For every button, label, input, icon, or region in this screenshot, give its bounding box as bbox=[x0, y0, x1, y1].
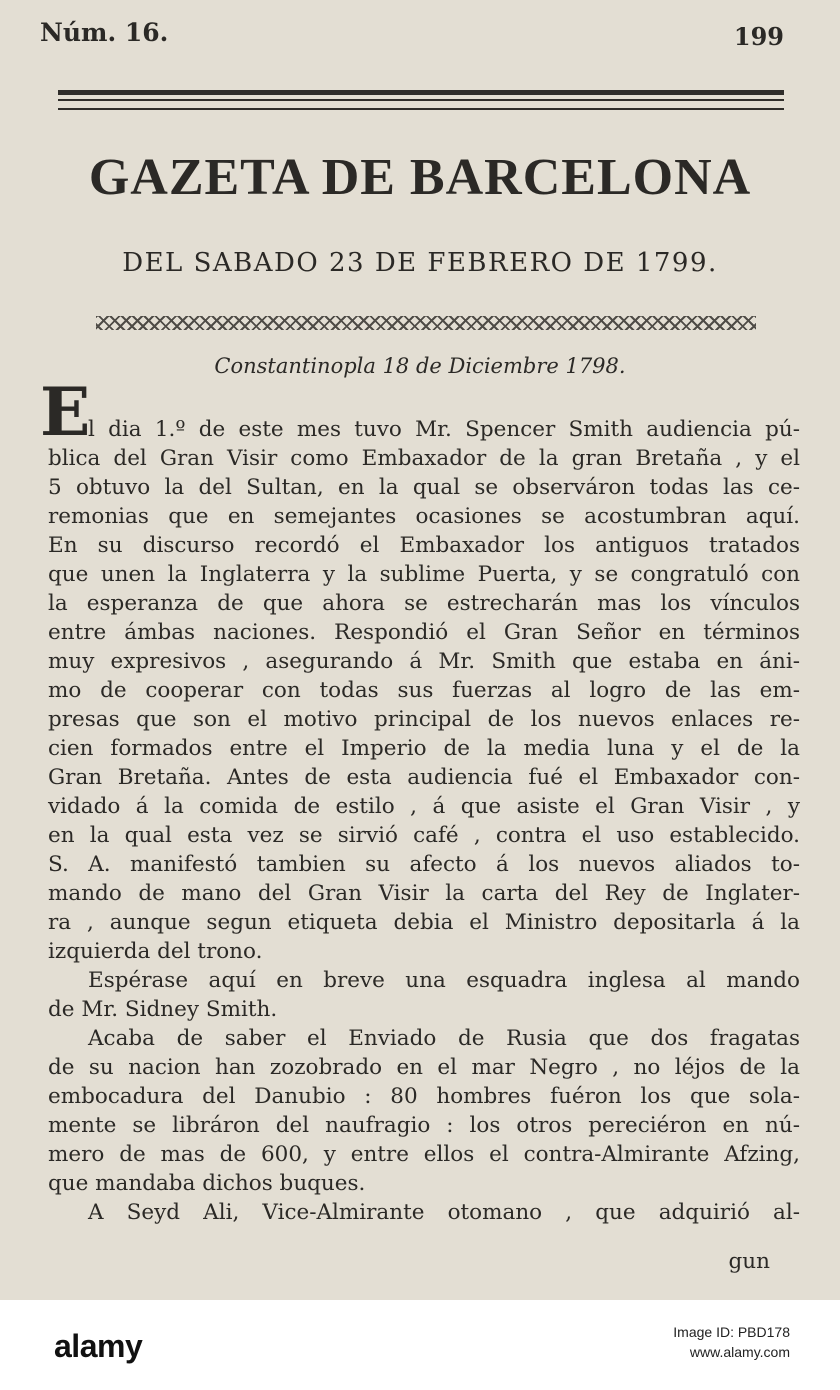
article-body bbox=[48, 415, 800, 1227]
article-line: Gran Bretaña. Antes de esta audiencia fué el Embaxador con- bbox=[48, 765, 800, 790]
issue-date: DEL SABADO 23 DE FEBRERO DE 1799. bbox=[122, 248, 718, 278]
article-line: de su nacion han zozobrado en el mar Negro , no léjos de la bbox=[48, 1055, 800, 1080]
article-line: remonias que en semejantes ocasiones se acostumbran aquí. bbox=[48, 504, 800, 529]
article-line: presas que son el motivo principal de los nuevos enlaces re- bbox=[48, 707, 800, 732]
article-line: blica del Gran Visir como Embaxador de la gran Bretaña , y el bbox=[48, 446, 800, 471]
article-line: S. A. manifestó tambien su afecto á los nuevos aliados to- bbox=[48, 852, 800, 877]
article-line: mente se libráron del naufragio : los otros pereciéron en nú- bbox=[48, 1113, 800, 1138]
header-rule-thin bbox=[58, 99, 784, 101]
article-line: la esperanza de que ahora se estrecharán mas los vínculos bbox=[48, 591, 800, 616]
header-rule-thin-lower bbox=[58, 108, 784, 110]
article-line: que unen la Inglaterra y la sublime Puerta, y se congratuló con bbox=[48, 562, 800, 587]
article-line: vidado á la comida de estilo , á que asiste el Gran Visir , y bbox=[48, 794, 800, 819]
article-dateline: Constantinopla 18 de Diciembre 1798. bbox=[214, 354, 626, 378]
article-line: 5 obtuvo la del Sultan, en la qual se observáron todas las ce- bbox=[48, 475, 800, 500]
article-line: de Mr. Sidney Smith. bbox=[48, 997, 278, 1022]
ornamental-divider bbox=[96, 316, 756, 330]
article-line: l dia 1.º de este mes tuvo Mr. Spencer Smith audiencia pú- bbox=[88, 417, 800, 442]
article-line: cien formados entre el Imperio de la media luna y el de la bbox=[48, 736, 800, 761]
watermark-url: www.alamy.com bbox=[689, 1344, 790, 1360]
article-line: mero de mas de 600, y entre ellos el contra-Almirante Afzing, bbox=[48, 1142, 800, 1167]
article-line: mo de cooperar con todas sus fuerzas al logro de las em- bbox=[48, 678, 800, 703]
article-line: en la qual esta vez se sirvió café , contra el uso establecido. bbox=[48, 823, 800, 848]
catchword: gun bbox=[728, 1249, 770, 1274]
article-line: Espérase aquí en breve una esquadra inglesa al mando bbox=[88, 968, 800, 993]
article-line: En su discurso recordó el Embaxador los antiguos tratados bbox=[48, 533, 800, 558]
alamy-logo: alamy bbox=[54, 1328, 143, 1364]
article-line: A Seyd Ali, Vice-Almirante otomano , que adquirió al- bbox=[88, 1200, 800, 1225]
article-line: muy expresivos , asegurando á Mr. Smith que estaba en áni- bbox=[48, 649, 800, 674]
newspaper-title: GAZETA DE BARCELONA bbox=[88, 149, 752, 206]
image-id-label bbox=[673, 1322, 790, 1362]
image-id: Image ID: PBD178 bbox=[673, 1324, 790, 1340]
article-line: ra , aunque segun etiqueta debia el Ministro depositarla á la bbox=[48, 910, 800, 935]
page-number: 199 bbox=[733, 22, 784, 51]
article-line: embocadura del Danubio : 80 hombres fuéron los que sola- bbox=[48, 1084, 800, 1109]
drop-cap: E bbox=[40, 373, 91, 451]
article-line: entre ámbas naciones. Respondió el Gran Señor en términos bbox=[48, 620, 800, 645]
article-line: que mandaba dichos buques. bbox=[48, 1171, 366, 1196]
stock-watermark-bar bbox=[0, 1300, 840, 1390]
issue-number: Núm. 16. bbox=[40, 18, 169, 47]
header-rule-thick bbox=[58, 90, 784, 95]
article-line: mando de mano del Gran Visir la carta del Rey de Inglater- bbox=[48, 881, 800, 906]
article-line: izquierda del trono. bbox=[48, 939, 263, 964]
article-line: Acaba de saber el Enviado de Rusia que dos fragatas bbox=[88, 1026, 800, 1051]
